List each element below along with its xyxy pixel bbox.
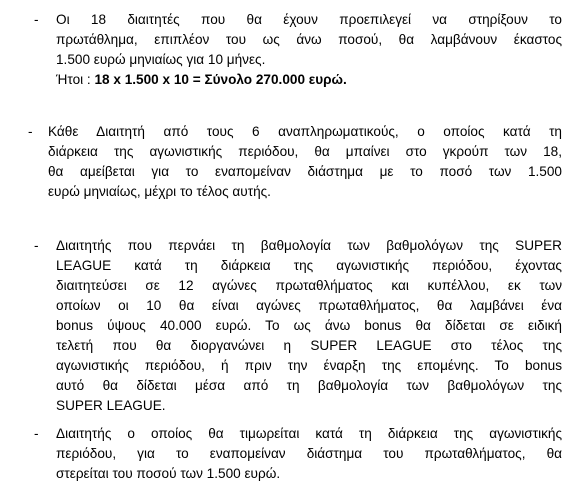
paragraph-line: οποίων οι 10 θα είναι αγώνες πρωταθλήματος, θα λαμβάνει ένα <box>56 298 562 313</box>
paragraph-line: αυτό θα δίδεται μέσα από τη βαθμολογία των βαθμολόγων της <box>56 378 562 393</box>
paragraph-line: 1.500 ευρώ μηνιαίως για 10 μήνες. <box>56 52 266 67</box>
paragraph-line: θα αμείβεται για το εναπομείναν διάστημα με το ποσό των 1.500 <box>48 164 562 179</box>
paragraph <box>56 10 562 90</box>
bullet-dash: - <box>34 426 39 441</box>
total-value: 18 x 1.500 x 10 = Σύνολο 270.000 ευρώ. <box>94 72 347 87</box>
bullet-dash: - <box>34 238 39 253</box>
paragraph-line: LEAGUE κατά τη διάρκεια της αγωνιστικής περιόδου, έχοντας <box>56 258 562 273</box>
bullet-dash: - <box>34 12 39 27</box>
paragraph-line: αγωνιστικής περιόδου, ή πριν την έναρξη της επομένης. Το bonus <box>56 358 562 373</box>
paragraph-line: διάρκεια της αγωνιστικής περιόδου, θα μπαίνει στο γκρούπ των 18, <box>48 144 562 159</box>
paragraph-line: Διαιτητής που περνάει τη βαθμολογία των βαθμολόγων της SUPER <box>56 238 562 253</box>
total-line <box>56 70 562 90</box>
paragraph <box>56 236 562 416</box>
total-prefix: Ήτοι : <box>56 72 95 87</box>
paragraph-line: περιόδου, για το εναπομείναν διάστημα του πρωταθλήματος, θα <box>56 446 562 461</box>
paragraph-line: Οι 18 διαιτητές που θα έχουν προεπιλεγεί να στηρίξουν το <box>56 12 562 27</box>
paragraph-line: bonus ύψους 40.000 ευρώ. Το ως άνω bonus θα δίδεται σε ειδική <box>56 318 562 333</box>
paragraph-line: πρωτάθλημα, επιπλέον του ως άνω ποσού, θα λαμβάνουν έκαστος <box>56 32 562 47</box>
paragraph <box>56 424 562 484</box>
paragraph-line: SUPER LEAGUE. <box>56 398 166 413</box>
paragraph-line: διαιτητεύσει σε 12 αγώνες πρωταθλήματος και κυπέλλου, εκ των <box>56 278 562 293</box>
paragraph <box>48 122 562 202</box>
paragraph-line: τελετή που θα διοργανώνει η SUPER LEAGUE στο τέλος της <box>56 338 562 353</box>
paragraph-line: ευρώ μηνιαίως, μέχρι το τέλος αυτής. <box>48 184 271 199</box>
paragraph-line: στερείται του ποσού των 1.500 ευρώ. <box>56 466 281 481</box>
bullet-dash: - <box>28 124 33 139</box>
paragraph-line: Κάθε Διαιτητή από τους 6 αναπληρωματικούς, ο οποίος κατά τη <box>48 124 562 139</box>
paragraph-line: Διαιτητής ο οποίος θα τιμωρείται κατά τη διάρκεια της αγωνιστικής <box>56 426 562 441</box>
